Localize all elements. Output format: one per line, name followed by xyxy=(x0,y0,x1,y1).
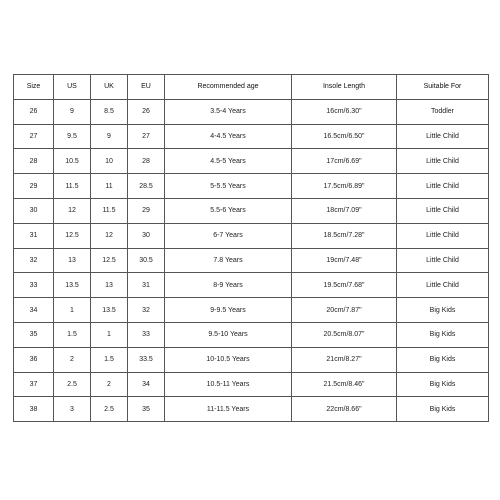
cell-size: 36 xyxy=(14,347,54,372)
cell-suitable-for: Big Kids xyxy=(397,397,489,422)
cell-uk: 11 xyxy=(91,174,128,199)
cell-eu: 26 xyxy=(128,99,165,124)
cell-uk: 12.5 xyxy=(91,248,128,273)
cell-suitable-for: Little Child xyxy=(397,273,489,298)
cell-eu: 34 xyxy=(128,372,165,397)
cell-size: 28 xyxy=(14,149,54,174)
cell-size: 27 xyxy=(14,124,54,149)
cell-suitable-for: Little Child xyxy=(397,124,489,149)
cell-size: 38 xyxy=(14,397,54,422)
size-chart-table xyxy=(13,74,489,422)
cell-uk: 1.5 xyxy=(91,347,128,372)
cell-us: 12.5 xyxy=(54,223,91,248)
cell-size: 34 xyxy=(14,298,54,323)
cell-size: 30 xyxy=(14,198,54,223)
cell-recommended-age: 7.8 Years xyxy=(165,248,292,273)
header-suitable-for: Suitable For xyxy=(397,75,489,100)
table-row xyxy=(14,397,489,422)
cell-recommended-age: 5-5.5 Years xyxy=(165,174,292,199)
cell-us: 1.5 xyxy=(54,322,91,347)
cell-insole-length: 17cm/6.69" xyxy=(292,149,397,174)
cell-size: 32 xyxy=(14,248,54,273)
cell-insole-length: 20.5cm/8.07" xyxy=(292,322,397,347)
cell-recommended-age: 11-11.5 Years xyxy=(165,397,292,422)
cell-eu: 27 xyxy=(128,124,165,149)
cell-us: 10.5 xyxy=(54,149,91,174)
cell-insole-length: 22cm/8.66" xyxy=(292,397,397,422)
header-recommended-age: Recommended age xyxy=(165,75,292,100)
cell-recommended-age: 3.5-4 Years xyxy=(165,99,292,124)
cell-suitable-for: Toddler xyxy=(397,99,489,124)
cell-us: 9 xyxy=(54,99,91,124)
cell-insole-length: 21.5cm/8.46" xyxy=(292,372,397,397)
table-row xyxy=(14,248,489,273)
cell-us: 1 xyxy=(54,298,91,323)
table-header-row xyxy=(14,75,489,100)
header-uk: UK xyxy=(91,75,128,100)
cell-size: 26 xyxy=(14,99,54,124)
cell-us: 13 xyxy=(54,248,91,273)
table-row xyxy=(14,298,489,323)
table-row xyxy=(14,322,489,347)
cell-insole-length: 19.5cm/7.68" xyxy=(292,273,397,298)
cell-recommended-age: 8-9 Years xyxy=(165,273,292,298)
cell-us: 2 xyxy=(54,347,91,372)
cell-insole-length: 19cm/7.48" xyxy=(292,248,397,273)
cell-size: 35 xyxy=(14,322,54,347)
table-row xyxy=(14,198,489,223)
header-us: US xyxy=(54,75,91,100)
cell-us: 11.5 xyxy=(54,174,91,199)
cell-recommended-age: 4.5-5 Years xyxy=(165,149,292,174)
cell-size: 31 xyxy=(14,223,54,248)
cell-recommended-age: 10.5-11 Years xyxy=(165,372,292,397)
table-row xyxy=(14,223,489,248)
cell-eu: 30 xyxy=(128,223,165,248)
cell-insole-length: 17.5cm/6.89" xyxy=(292,174,397,199)
cell-suitable-for: Little Child xyxy=(397,149,489,174)
cell-uk: 2.5 xyxy=(91,397,128,422)
cell-us: 2.5 xyxy=(54,372,91,397)
cell-uk: 8.5 xyxy=(91,99,128,124)
cell-eu: 29 xyxy=(128,198,165,223)
cell-suitable-for: Big Kids xyxy=(397,372,489,397)
cell-us: 3 xyxy=(54,397,91,422)
cell-recommended-age: 9.5-10 Years xyxy=(165,322,292,347)
cell-us: 13.5 xyxy=(54,273,91,298)
cell-suitable-for: Little Child xyxy=(397,248,489,273)
cell-suitable-for: Big Kids xyxy=(397,322,489,347)
cell-suitable-for: Big Kids xyxy=(397,347,489,372)
cell-recommended-age: 6-7 Years xyxy=(165,223,292,248)
cell-size: 37 xyxy=(14,372,54,397)
cell-eu: 33 xyxy=(128,322,165,347)
cell-eu: 30.5 xyxy=(128,248,165,273)
cell-eu: 28 xyxy=(128,149,165,174)
table-row xyxy=(14,149,489,174)
table-row xyxy=(14,99,489,124)
cell-uk: 13 xyxy=(91,273,128,298)
cell-recommended-age: 10-10.5 Years xyxy=(165,347,292,372)
cell-size: 33 xyxy=(14,273,54,298)
cell-eu: 33.5 xyxy=(128,347,165,372)
cell-insole-length: 18.5cm/7.28" xyxy=(292,223,397,248)
header-eu: EU xyxy=(128,75,165,100)
cell-us: 12 xyxy=(54,198,91,223)
cell-us: 9.5 xyxy=(54,124,91,149)
cell-eu: 28.5 xyxy=(128,174,165,199)
cell-suitable-for: Little Child xyxy=(397,174,489,199)
table-row xyxy=(14,273,489,298)
cell-insole-length: 16.5cm/6.50" xyxy=(292,124,397,149)
cell-uk: 1 xyxy=(91,322,128,347)
cell-eu: 31 xyxy=(128,273,165,298)
cell-uk: 12 xyxy=(91,223,128,248)
cell-eu: 35 xyxy=(128,397,165,422)
cell-uk: 13.5 xyxy=(91,298,128,323)
header-size: Size xyxy=(14,75,54,100)
table-row xyxy=(14,347,489,372)
cell-insole-length: 16cm/6.30" xyxy=(292,99,397,124)
cell-recommended-age: 5.5-6 Years xyxy=(165,198,292,223)
cell-uk: 11.5 xyxy=(91,198,128,223)
cell-eu: 32 xyxy=(128,298,165,323)
header-insole-length: Insole Length xyxy=(292,75,397,100)
cell-suitable-for: Little Child xyxy=(397,198,489,223)
table-row xyxy=(14,372,489,397)
cell-recommended-age: 9-9.5 Years xyxy=(165,298,292,323)
cell-uk: 9 xyxy=(91,124,128,149)
cell-uk: 10 xyxy=(91,149,128,174)
cell-size: 29 xyxy=(14,174,54,199)
cell-recommended-age: 4-4.5 Years xyxy=(165,124,292,149)
cell-insole-length: 18cm/7.09" xyxy=(292,198,397,223)
table-row xyxy=(14,174,489,199)
table-row xyxy=(14,124,489,149)
cell-insole-length: 20cm/7.87" xyxy=(292,298,397,323)
cell-uk: 2 xyxy=(91,372,128,397)
cell-suitable-for: Big Kids xyxy=(397,298,489,323)
cell-insole-length: 21cm/8.27" xyxy=(292,347,397,372)
cell-suitable-for: Little Child xyxy=(397,223,489,248)
